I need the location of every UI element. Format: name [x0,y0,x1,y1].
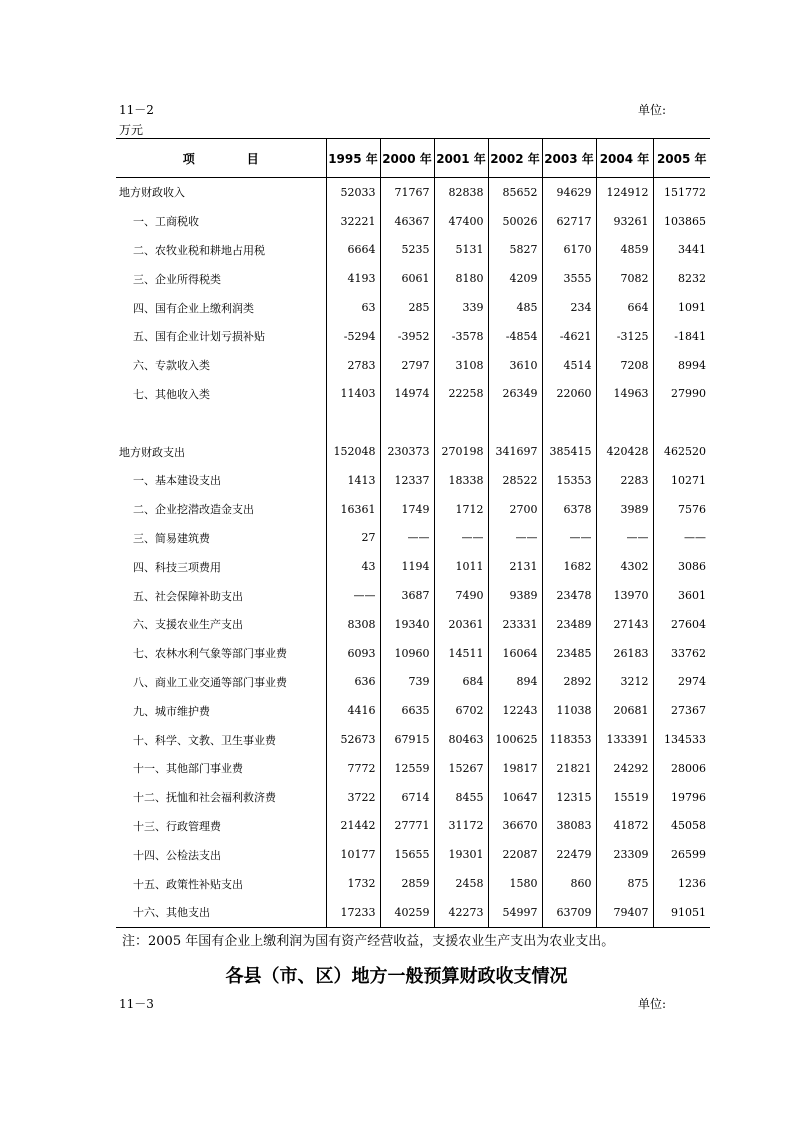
cell-value: 3555 [542,264,596,293]
table-body [116,178,710,928]
table-code-2: 11－3 [119,997,154,1011]
cell-value: 12559 [380,754,434,783]
cell-value: 462520 [653,437,710,466]
cell-value: 23489 [542,610,596,639]
cell-value: 6093 [326,639,380,668]
cell-value: 24292 [596,754,653,783]
cell-value: 6664 [326,236,380,265]
cell-value: 33762 [653,639,710,668]
unit-label: 单位: [638,103,667,117]
cell-value: 285 [380,293,434,322]
cell-value: 50026 [488,207,542,236]
cell-value: 2700 [488,495,542,524]
cell-value: 27367 [653,696,710,725]
cell-value: 3212 [596,668,653,697]
cell-value: 6702 [434,696,488,725]
cell-value: 41872 [596,812,653,841]
cell-value: 341697 [488,437,542,466]
cell-value: 7576 [653,495,710,524]
row-label: 六、支援农业生产支出 [133,618,243,632]
finance-table [116,138,710,928]
cell-value: 2283 [596,466,653,495]
cell-value: 684 [434,668,488,697]
cell-value: 664 [596,293,653,322]
cell-value: 21442 [326,812,380,841]
cell-value: 79407 [596,898,653,927]
cell-value: —— [542,524,596,553]
cell-value: 860 [542,869,596,898]
cell-value: 22060 [542,380,596,409]
cell-value: 134533 [653,725,710,754]
table-row [116,351,710,380]
cell-value: 3610 [488,351,542,380]
cell-value: 3687 [380,581,434,610]
cell-value: 26349 [488,380,542,409]
year-header: 1995 年 [326,139,380,178]
table-row [116,869,710,898]
row-label: 十四、公检法支出 [133,848,221,862]
table-row [116,207,710,236]
cell-value: -3578 [434,322,488,351]
table-row [116,725,710,754]
cell-value: 3108 [434,351,488,380]
cell-value: 43 [326,552,380,581]
spacer-row [116,408,710,437]
cell-value: 36670 [488,812,542,841]
row-label: 地方财政支出 [119,445,185,459]
cell-value: 6170 [542,236,596,265]
cell-value: 26599 [653,840,710,869]
row-label: 二、企业挖潜改造金支出 [133,503,254,517]
cell-value: 27 [326,524,380,553]
table-row [116,293,710,322]
cell-value: 15655 [380,840,434,869]
cell-value: 80463 [434,725,488,754]
cell-value: 17233 [326,898,380,927]
cell-value: 7772 [326,754,380,783]
cell-value: 27771 [380,812,434,841]
cell-value [653,408,710,437]
cell-value: 27604 [653,610,710,639]
cell-value: 15267 [434,754,488,783]
cell-value: 91051 [653,898,710,927]
row-label: 七、其他收入类 [133,387,210,401]
table-row [116,264,710,293]
cell-value: 16361 [326,495,380,524]
row-label: 四、科技三项费用 [133,560,221,574]
cell-value: —— [653,524,710,553]
table-row [116,668,710,697]
table-row [116,581,710,610]
cell-value: 19817 [488,754,542,783]
section-title: 各县（市、区）地方一般预算财政收支情况 [225,966,568,987]
cell-value: 4209 [488,264,542,293]
table-row [116,754,710,783]
cell-value: 5827 [488,236,542,265]
cell-value: 40259 [380,898,434,927]
cell-value: —— [434,524,488,553]
cell-value: 4302 [596,552,653,581]
cell-value: 31172 [434,812,488,841]
cell-value: 1091 [653,293,710,322]
year-header: 2002 年 [488,139,542,178]
cell-value: 894 [488,668,542,697]
cell-value: 5131 [434,236,488,265]
cell-value: 23478 [542,581,596,610]
cell-value: 230373 [380,437,434,466]
cell-value: 100625 [488,725,542,754]
cell-value: 11038 [542,696,596,725]
cell-value: 23331 [488,610,542,639]
cell-value: 1682 [542,552,596,581]
cell-value: 8232 [653,264,710,293]
cell-value: -4621 [542,322,596,351]
cell-value: 19796 [653,783,710,812]
cell-value: 20681 [596,696,653,725]
table-row [116,639,710,668]
cell-value [542,408,596,437]
cell-value: 85652 [488,178,542,207]
cell-value: 152048 [326,437,380,466]
cell-value: 6714 [380,783,434,812]
cell-value: 71767 [380,178,434,207]
row-label: 十三、行政管理费 [133,819,221,833]
cell-value: 2458 [434,869,488,898]
cell-value: 636 [326,668,380,697]
cell-value: 270198 [434,437,488,466]
cell-value: 420428 [596,437,653,466]
cell-value: 4859 [596,236,653,265]
cell-value: 875 [596,869,653,898]
cell-value: 4514 [542,351,596,380]
cell-value: 485 [488,293,542,322]
cell-value: 94629 [542,178,596,207]
row-label: 五、社会保障补助支出 [133,589,243,603]
table-row [116,236,710,265]
cell-value: 6378 [542,495,596,524]
row-label: 六、专款收入类 [133,359,210,373]
cell-value: 82838 [434,178,488,207]
row-label: 十二、抚恤和社会福利救济费 [133,791,276,805]
cell-value: 14963 [596,380,653,409]
cell-value: -1841 [653,322,710,351]
cell-value: 28006 [653,754,710,783]
cell-value: -3125 [596,322,653,351]
table-row [116,898,710,927]
cell-value: -5294 [326,322,380,351]
cell-value: 15519 [596,783,653,812]
row-label: 一、工商税收 [133,215,199,229]
cell-value: 22087 [488,840,542,869]
cell-value: 739 [380,668,434,697]
cell-value: 23485 [542,639,596,668]
table-row [116,524,710,553]
table-row [116,380,710,409]
cell-value [488,408,542,437]
table-code: 11－2 [119,103,154,117]
cell-value: 10960 [380,639,434,668]
row-label: 四、国有企业上缴利润类 [133,301,254,315]
cell-value [326,408,380,437]
cell-value: 12243 [488,696,542,725]
cell-value: 8994 [653,351,710,380]
cell-value: 13970 [596,581,653,610]
table-row [116,840,710,869]
unit-value: 万元 [119,123,144,137]
table-row [116,610,710,639]
row-label: 十五、政策性补贴支出 [133,877,243,891]
cell-value: 7208 [596,351,653,380]
table-row [116,552,710,581]
table-footnote: 注：2005 年国有企业上缴利润为国有资产经营收益，支援农业生产支出为农业支出。 [122,934,615,949]
cell-value: 8180 [434,264,488,293]
table-row [116,322,710,351]
cell-value [380,408,434,437]
cell-value: 93261 [596,207,653,236]
cell-value: 234 [542,293,596,322]
table-row [116,178,710,207]
row-label: 九、城市维护费 [133,704,210,718]
cell-value: 133391 [596,725,653,754]
cell-value: 118353 [542,725,596,754]
row-label: 五、国有企业计划亏损补贴 [133,330,265,344]
cell-value: 1413 [326,466,380,495]
cell-value: 12337 [380,466,434,495]
cell-value: 62717 [542,207,596,236]
cell-value: 67915 [380,725,434,754]
cell-value: 27990 [653,380,710,409]
cell-value: 28522 [488,466,542,495]
cell-value: 1712 [434,495,488,524]
cell-value: 45058 [653,812,710,841]
row-label: 二、农牧业税和耕地占用税 [133,243,265,257]
table-row [116,783,710,812]
cell-value: 32221 [326,207,380,236]
cell-value: 22258 [434,380,488,409]
cell-value: 1236 [653,869,710,898]
cell-value: 15353 [542,466,596,495]
cell-value: 18338 [434,466,488,495]
cell-value: 3441 [653,236,710,265]
cell-value: 23309 [596,840,653,869]
cell-value: 1194 [380,552,434,581]
cell-value: 14974 [380,380,434,409]
cell-value: 47400 [434,207,488,236]
cell-value: 3086 [653,552,710,581]
cell-value: 124912 [596,178,653,207]
cell-value: 54997 [488,898,542,927]
cell-value: 14511 [434,639,488,668]
cell-value: 1580 [488,869,542,898]
cell-value: —— [326,581,380,610]
year-header: 2003 年 [542,139,596,178]
cell-value: 2974 [653,668,710,697]
cell-value [434,408,488,437]
cell-value: 2859 [380,869,434,898]
cell-value: —— [596,524,653,553]
cell-value: 2892 [542,668,596,697]
table-row [116,495,710,524]
year-header: 2001 年 [434,139,488,178]
cell-value: 103865 [653,207,710,236]
cell-value: 151772 [653,178,710,207]
cell-value: 52673 [326,725,380,754]
row-label: 十、科学、文教、卫生事业费 [133,733,276,747]
cell-value: 8455 [434,783,488,812]
cell-value: 9389 [488,581,542,610]
year-header: 2004 年 [596,139,653,178]
row-label: 一、基本建设支出 [133,474,221,488]
cell-value: 7082 [596,264,653,293]
row-label: 七、农林水利气象等部门事业费 [133,647,287,661]
cell-value: 19301 [434,840,488,869]
row-label: 十六、其他支出 [116,898,326,927]
row-label: 三、企业所得税类 [133,272,221,286]
table-row [116,812,710,841]
cell-value: 7490 [434,581,488,610]
cell-value: 16064 [488,639,542,668]
year-header: 2000 年 [380,139,434,178]
cell-value: 1749 [380,495,434,524]
row-label: 三、简易建筑费 [133,531,210,545]
table-row [116,696,710,725]
table-row [116,466,710,495]
cell-value [596,408,653,437]
cell-value: 20361 [434,610,488,639]
cell-value: 6635 [380,696,434,725]
cell-value: -3952 [380,322,434,351]
cell-value: —— [380,524,434,553]
table-row [116,437,710,466]
cell-value: 26183 [596,639,653,668]
cell-value: 2797 [380,351,434,380]
cell-value: 38083 [542,812,596,841]
cell-value: 2131 [488,552,542,581]
cell-value: 11403 [326,380,380,409]
cell-value: 5235 [380,236,434,265]
cell-value: 1011 [434,552,488,581]
row-label [116,408,326,437]
row-label: 十一、其他部门事业费 [133,762,243,776]
cell-value: 19340 [380,610,434,639]
row-label: 八、商业工业交通等部门事业费 [133,675,287,689]
cell-value: 1732 [326,869,380,898]
year-header: 2005 年 [653,139,710,178]
cell-value: 10271 [653,466,710,495]
cell-value: 10647 [488,783,542,812]
cell-value: 63709 [542,898,596,927]
cell-value: 10177 [326,840,380,869]
cell-value: 22479 [542,840,596,869]
cell-value: 3989 [596,495,653,524]
cell-value: 52033 [326,178,380,207]
cell-value: 3601 [653,581,710,610]
cell-value: 42273 [434,898,488,927]
cell-value: 8308 [326,610,380,639]
cell-value: 63 [326,293,380,322]
cell-value: 339 [434,293,488,322]
cell-value: 46367 [380,207,434,236]
cell-value: 385415 [542,437,596,466]
cell-value: 4416 [326,696,380,725]
cell-value: 4193 [326,264,380,293]
cell-value: -4854 [488,322,542,351]
table-header-row [116,139,710,178]
row-label: 地方财政收入 [119,186,185,200]
cell-value: 21821 [542,754,596,783]
item-column-header: 项 目 [116,139,326,178]
cell-value: 12315 [542,783,596,812]
cell-value: 6061 [380,264,434,293]
cell-value: 3722 [326,783,380,812]
cell-value: 2783 [326,351,380,380]
cell-value: 27143 [596,610,653,639]
unit-label-2: 单位: [638,997,667,1011]
cell-value: —— [488,524,542,553]
